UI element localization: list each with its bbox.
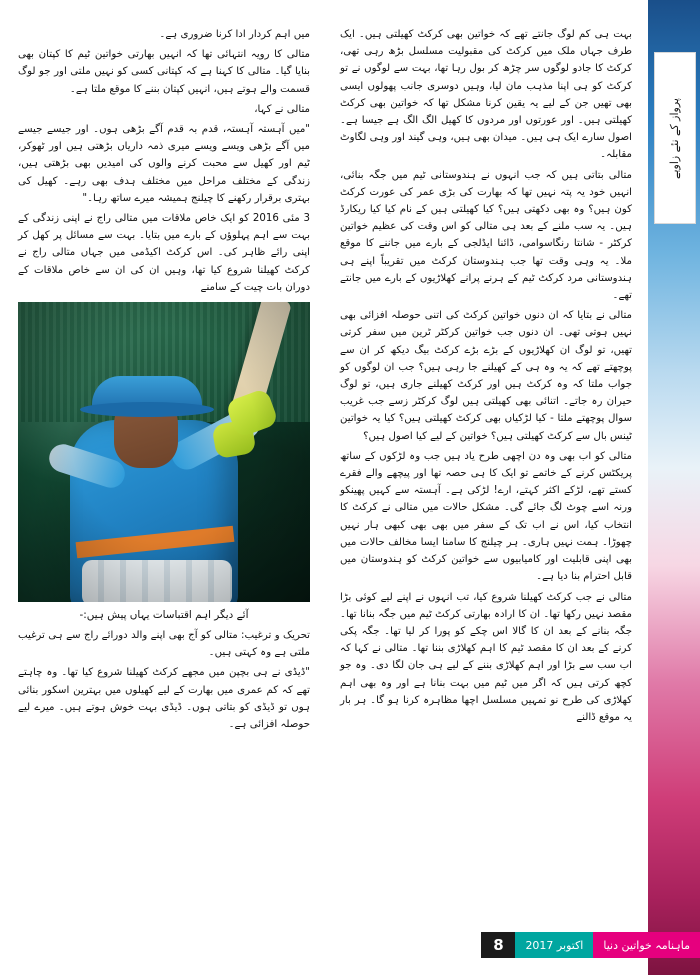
paragraph: میں اہم کردار ادا کرنا ضروری ہے۔ <box>159 29 310 40</box>
footer-bar <box>481 932 700 958</box>
paragraph: بہت ہی کم لوگ جانتے تھے کہ خواتین بھی کرکٹ کھیلتی ہیں۔ ایک طرف جہاں ملک میں کرکٹ کی مقبولیت مسلسل بڑھ رہی تھی، کرکٹ کا جادو لوگوں سر چڑھ کر بول رہا تھا، بہت سے لوگوں نے تو کرکٹ کو ہی اپنا مذہب مان لیا، وہیں دوسری جانب پھولوں ایسی بھی تھیں جن کے لیے یہ یقین کرنا مشکل تھا کہ خواتین بھی کرکٹ کھیلتی ہیں۔ اور عورتوں اور مردوں کا کھیل الگ الگ ہے جیسا ہے۔ اصول سارے ایک ہی ہیں۔ میدان بھی ہیں، وہی گیند اور وہی لگاوٹ مقابلہ۔ <box>340 29 632 161</box>
side-strip-label: پرواز کے نئے زاویے <box>668 97 681 179</box>
paragraph: "میں آہستہ آہستہ، قدم بہ قدم آگے بڑھی ہوں۔ اور جیسے جیسے میں آگے بڑھی ویسے ویسے میری ذمہ داریاں بڑھتی ہیں اور ٹھوکر، ٹیم اور کھیل سے محبت کرنے والوں کی امیدیں بھی بڑھتی ہیں، زندگی کے مختلف مراحل میں مختلف ہدف بھی رہے۔ کھیل کی بہتری برقرار رکھنے کا چیلنج ہمیشہ میرے ساتھ رہا۔" <box>18 124 310 204</box>
cricketer-photo <box>18 302 310 602</box>
paragraph: متالی کو اب بھی وہ دن اچھی طرح یاد ہیں جب وہ لڑکوں کے ساتھ پریکٹس کرنے کے خاتمے تو ایک کا ہی حصہ تھا اور پیچھے والے فقرے کستے تھے، لڑکے اکثر کہتے، ارے! لڑکی ہے۔ آہستہ سے کہیں پھینکو ورنہ اسے چوٹ لگ جائے گی۔ مشکل حالات میں متالی نے کرکٹ کا انتخاب کیا، اس نے اب تک کے سفر میں بھی بھی کبھی ہار نہیں چھوڑا۔ ہمت نہیں ہاری۔ ہر چیلنج کا سامنا ایسا مخالف حالات میں بھی اپنی قابلیت اور کامیابیوں سے خواتین کرکٹ کو ہندوستان میں قابل احترام بنا دیا ہے۔ <box>340 450 632 583</box>
paragraph: 3 مئی 2016 کو ایک خاص ملاقات میں متالی راج نے اپنی زندگی کے بہت سے اہم پہلوؤں کے بارے میں بتایا۔ بہت سے مسائل پر کھل کر اپنی رائے ظاہر کی۔ اس کرکٹ اکیڈمی میں جہاں متالی راج نے کرکٹ کھیلنا شروع کیا تھا، وہیں ان کی ان سے خاص ملاقات کے دوران بات چیت کے سامنے <box>18 213 310 293</box>
side-strip-tab <box>654 52 696 224</box>
side-decorative-strip <box>648 0 700 975</box>
paragraph: متالی نے بتایا کہ ان دنوں خواتین کرکٹ کی اتنی حوصلہ افزائی بھی نہیں ہوتی تھی۔ ان دنوں جب خواتین کرکٹر ٹرین میں سفر کرتی تھیں، تو لوگ ان کھلاڑیوں کے بڑے بڑے کرکٹ بیگ دیکھ کر ان سے پوچھتے تھے کہ یہ وہ ہی کے کھیلنے جا رہی ہیں؟ جب ان لوگوں کو جواب ملتا کہ وہ کرکٹ ہیں اور کرکٹ کھیلنے جاری ہیں، تو لوگ حیران رہ جاتے۔ اتنائی بھی کھیلتی ہیں لوگ کرکٹر زسے جب غریب سوال پوچھتے ملتا - کیا لڑکیاں بھی کرکٹ کھیلتی ہیں؟ کیا یہ خواتین ٹینس بال سے کرکٹ کھیلتی ہیں؟ خواتین کے لیے کیا اصول ہیں؟ <box>340 310 632 442</box>
article-photo-block <box>18 302 310 602</box>
page-number: 8 <box>481 932 515 958</box>
paragraph: متالی نے جب کرکٹ کھیلنا شروع کیا، تب انہوں نے اپنے لیے کوئی بڑا مقصد نہیں رکھا تھا۔ ان کا ارادہ بھارتی کرکٹ ٹیم میں جگہ بنانا تھا۔ جگہ بنانے کے بعد ان کا گالا اس چکے کو پورا کر لیا تھا۔ جگہ پکی کرنے کے بعد ان کا مقصد ٹیم کا اہم کھلاڑی بننا تھا۔ متالی نے کہا کہ اب سب سے بڑا اور اہم کھلاڑی بننے کے لیے ہی جان لگا دی۔ وہ جو کچھ کرتی ہیں کہ اگر میں ٹیم میں بہت بنانا ہے اور وہ بھی اہم کھلاڑی کی طرح نو تمہیں مسلسل اچھا مظاہرہ کرنا ہو گا۔ ہر بار یہ موقع ڈالنے <box>340 591 632 723</box>
paragraph: "ڈیڈی نے ہی بچپن میں مجھے کرکٹ کھیلنا شروع کیا تھا۔ وہ چاہتے تھے کہ کم عمری میں بھارت کے لیے کھیلوں میں بہترین اسکور بنائی ہوں تو ڈیڈی کو بتاتی ہوں۔ ڈیڈی بہت خوش ہوتے ہیں۔ میرے لیے حوصلہ افزائی ہے۔ <box>18 667 310 731</box>
paragraph: متالی کا رویہ انتہائی تھا کہ انہیں بھارتی خواتین ٹیم کا کپتان بھی بنایا گیا۔ متالی کا کہنا ہے کہ کپتانی کسی کو نہیں ملتی اور جو لوگ قسمت والے ہوتے ہیں، انہیں کپتان بننے کا موقع ملتا ہے۔ <box>18 49 310 95</box>
photo-caption: آئے دیگر اہم اقتباسات یہاں پیش ہیں:- <box>79 609 249 622</box>
footer-issue-label: اکتوبر 2017 <box>515 932 593 958</box>
column-left <box>18 26 310 916</box>
photo-vignette <box>18 302 310 602</box>
footer-magazine-label: ماہنامہ خواتین دنیا <box>593 932 700 958</box>
page-footer <box>0 932 700 958</box>
article-body <box>18 26 632 916</box>
column-right <box>340 26 632 916</box>
paragraph: متالی بتاتی ہیں کہ جب انہوں نے ہندوستانی ٹیم میں جگہ بنائی، انہیں خود یہ پتہ نہیں تھا کہ بھارت کی بڑی عمر کی عورت کرکٹ کون ہیں؟ وہ بھی دکھتی ہیں؟ کیا کھیلتی ہیں کے نام کیا کیا ریکارڈ ہیں۔ یہ سب ملنے کے بعد ہی متالی کو اس وقت کی عظیم خواتین کرکٹر - شانتا رنگاسوامی، ڈائنا ایڈلجی کے بارے میں جاننے کا موقع ملا۔ یہ وہی وقت تھا جب ہندوستان کرکٹ میں تقریباً اپنے ہی ہندوستانی مرد کرکٹ ٹیم کے ہرنے پرانے کھلاڑیوں کے بارے میں جانتے تھے۔ <box>340 169 632 302</box>
paragraph: تحریک و ترغیب: متالی کو آج بھی اپنے والد دورائے راج سے ہی ترغیب ملتی ہے وہ کہتی ہیں۔ <box>18 630 310 659</box>
paragraph: متالی نے کہا، <box>254 103 310 115</box>
